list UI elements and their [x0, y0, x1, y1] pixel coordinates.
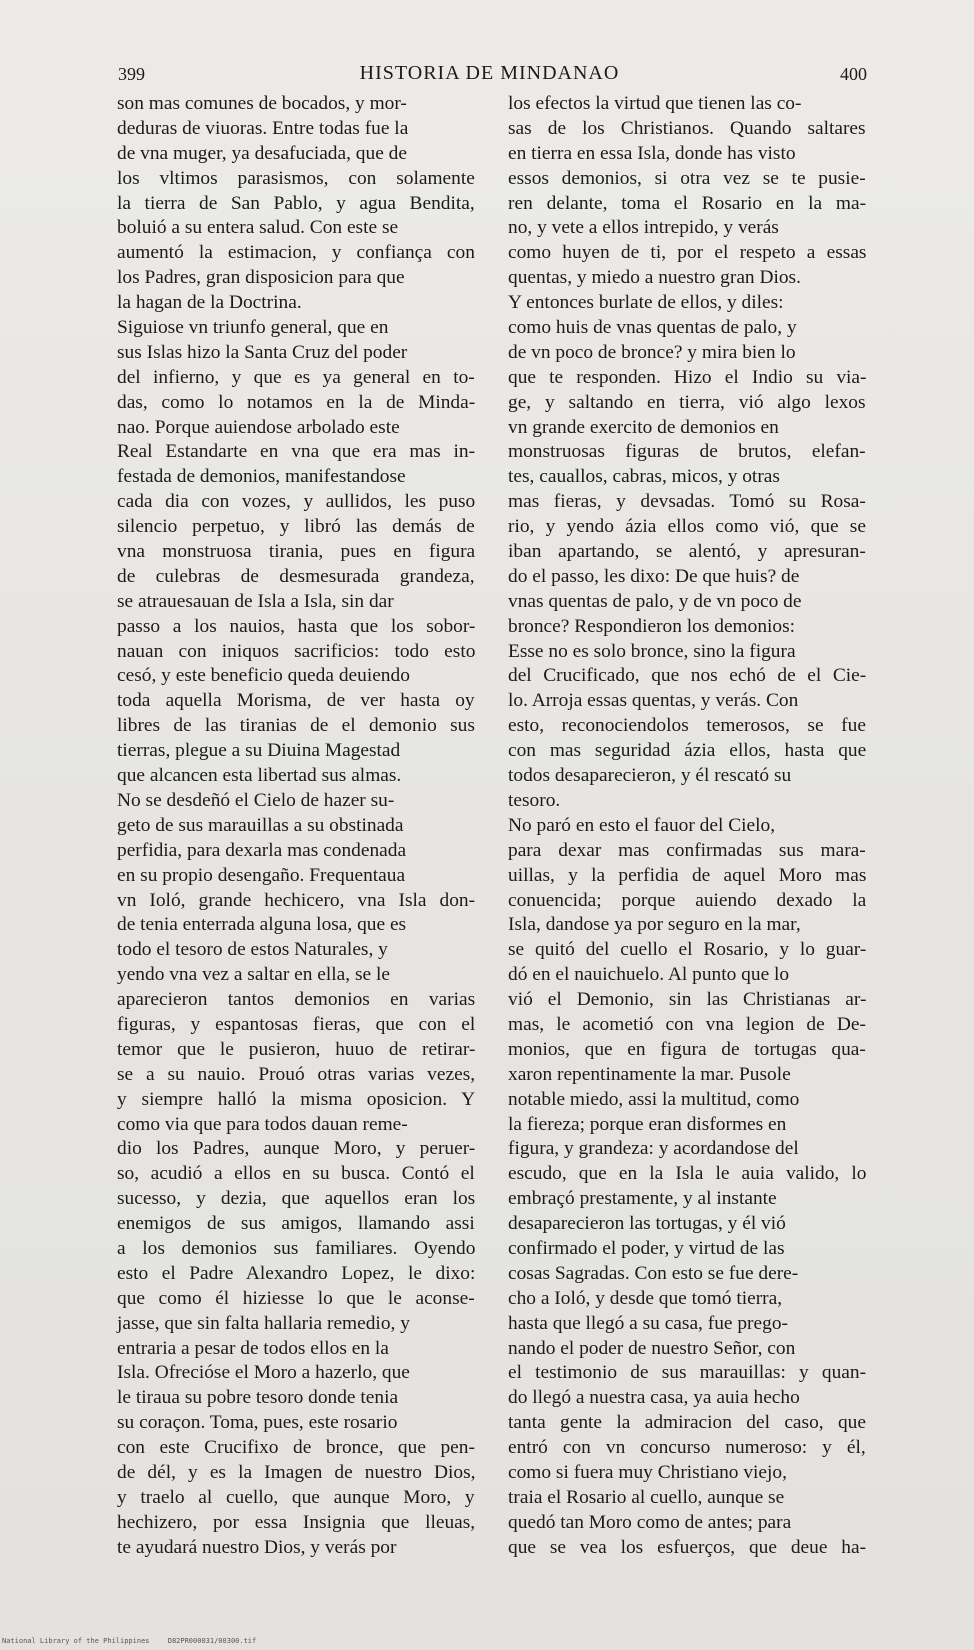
text-line: nando el poder de nuestro Señor, con	[508, 1337, 796, 1359]
text-line: essos demonios, si otra vez se te pusie-	[508, 167, 866, 189]
text-line: mas, le acometió con vna legion de De-	[508, 1013, 866, 1035]
text-line: cho a Ioló, y desde que tomó tierra,	[508, 1287, 783, 1309]
text-line: tierras, plegue a su Diuina Magestad	[117, 740, 401, 762]
text-line: su coraçon. Toma, pues, este rosario	[117, 1412, 398, 1434]
text-line: conuencida; porque auiendo dexado la	[508, 889, 867, 911]
text-line: figura, y grandeza: y acordandose del	[508, 1138, 799, 1160]
text-line: con este Crucifixo de bronce, que pen-	[117, 1437, 475, 1459]
text-line: dó en el nauichuelo. Al punto que lo	[508, 964, 790, 986]
text-line: se a su nauio. Prouó otras varias vezes,	[117, 1063, 476, 1085]
text-line: todos desaparecieron, y él rescató su	[508, 765, 792, 787]
text-line: que se vea los esfuerços, que deue ha-	[508, 1536, 867, 1558]
text-line: silencio perpetuo, y libró las demás de	[117, 516, 475, 538]
text-line: tes, cauallos, cabras, micos, y otras	[508, 466, 780, 488]
running-header	[112, 62, 867, 88]
text-line: aumentó la estimacion, y confiança con	[117, 242, 475, 264]
text-line: que como él hiziesse lo que le aconse-	[117, 1287, 475, 1309]
text-line: Esse no es solo bronce, sino la figura	[508, 640, 796, 662]
page-number-left: 399	[118, 64, 145, 84]
text-line: das, como lo notamos en la de Minda-	[117, 391, 476, 413]
text-line: uillas, y la perfidia de aquel Moro mas	[508, 864, 867, 886]
text-line: y siempre halló la misma oposicion. Y	[117, 1088, 476, 1110]
text-line: Siguiose vn triunfo general, que en	[117, 317, 389, 339]
text-line: nao. Porque auiendose arbolado este	[117, 416, 400, 438]
text-line: so, acudió a ellos en su busca. Contó el	[117, 1163, 475, 1185]
text-line: enemigos de sus amigos, llamando assi	[117, 1213, 475, 1235]
text-line: con mas seguridad ázia ellos, hasta que	[508, 740, 867, 762]
text-line: que alcancen esta libertad sus almas.	[117, 765, 402, 787]
text-line: rio, y yendo ázia ellos como vió, que se	[508, 516, 866, 538]
text-line: esto, reconociendolos temerosos, se fue	[508, 715, 866, 737]
text-line: hechizero, por essa Insignia que lleuas,	[117, 1511, 476, 1533]
text-line: Real Estandarte en vna que era mas in-	[117, 441, 476, 463]
text-line: sus Islas hizo la Santa Cruz del poder	[117, 341, 408, 363]
text-line: do llegó a nuestra casa, ya auia hecho	[508, 1387, 800, 1409]
text-line: a los demonios sus familiares. Oyendo	[117, 1237, 476, 1259]
text-line: traia el Rosario al cuello, aunque se	[508, 1486, 785, 1508]
text-line: yendo vna vez a saltar en ella, se le	[117, 964, 390, 986]
text-line: entraria a pesar de todos ellos en la	[117, 1337, 389, 1359]
text-line: desaparecieron las tortugas, y él vió	[508, 1213, 786, 1235]
text-line: la fiereza; porque eran disformes en	[508, 1113, 787, 1135]
text-line: y traelo al cuello, que aunque Moro, y	[117, 1486, 475, 1508]
text-line: Isla. Ofrecióse el Moro a hazerlo, que	[117, 1362, 410, 1384]
text-line: tesoro.	[508, 789, 561, 811]
text-line: de dél, y es la Imagen de nuestro Dios,	[117, 1461, 476, 1483]
text-line: cada dia con vozes, y aullidos, les puso	[117, 491, 476, 513]
text-line: que te responden. Hizo el Indio su via-	[508, 366, 867, 388]
text-line: esto el Padre Alexandro Lopez, le dixo:	[117, 1262, 476, 1284]
text-line: los efectos la virtud que tienen las co-	[508, 93, 802, 114]
text-line: en su propio desengaño. Frequentaua	[117, 864, 406, 886]
text-line: se atrauesauan de Isla a Isla, sin dar	[117, 590, 394, 612]
text-line: figuras, y espantosas fieras, que con el	[117, 1013, 476, 1035]
text-line: como si fuera muy Christiano viejo,	[508, 1461, 787, 1483]
running-title: HISTORIA DE MINDANAO	[359, 62, 620, 84]
text-line: la hagan de la Doctrina.	[117, 292, 302, 314]
text-line: no, y vete a ellos intrepido, y verás	[508, 217, 779, 239]
text-line: Y entonces burlate de ellos, y diles:	[508, 292, 784, 314]
text-line: para dexar mas confirmadas sus mara-	[508, 839, 866, 861]
text-line: xaron repentinamente la mar. Pusole	[508, 1063, 791, 1085]
text-line: monstruosas figuras de brutos, elefan-	[508, 441, 866, 463]
text-line: como huis de vnas quentas de palo, y	[508, 317, 797, 339]
text-line: nauan con iniquos sacrificios: todo esto	[117, 640, 476, 662]
text-line: bronce? Respondieron los demonios:	[508, 615, 796, 637]
text-line: vió el Demonio, sin las Christianas ar-	[508, 989, 867, 1011]
text-line: sucesso, y dezia, que aquellos eran los	[117, 1188, 476, 1210]
text-line: perfidia, para dexarla mas condenada	[117, 839, 407, 861]
right-text-column	[508, 92, 866, 1561]
text-line: los Padres, gran disposicion para que	[117, 267, 405, 289]
left-text-column	[117, 92, 475, 1561]
text-line: son mas comunes de bocados, y mor-	[117, 93, 407, 114]
text-line: passo a los nauios, hasta que los sobor-	[117, 615, 476, 637]
page-number-right: 400	[840, 64, 867, 84]
text-line: los vltimos parasismos, con solamente	[117, 167, 475, 189]
text-line: quedó tan Moro como de antes; para	[508, 1511, 792, 1533]
text-line: boluió a su entera salud. Con este se	[117, 217, 399, 239]
text-line: aparecieron tantos demonios en varias	[117, 989, 476, 1011]
text-line: embraçó prestamente, y al instante	[508, 1188, 777, 1210]
text-line: ge, y saltando en tierra, vió algo lexos	[508, 391, 866, 413]
text-line: cesó, y este beneficio queda deuiendo	[117, 665, 410, 687]
text-line: libres de las tiranias de el demonio sus	[117, 715, 475, 737]
footer-library: National Library of the Philippines	[2, 1637, 150, 1645]
text-line: de vna muger, ya desafuciada, que de	[117, 142, 407, 164]
text-line: tanta gente la admiracion del caso, que	[508, 1412, 866, 1434]
text-line: escudo, que en la Isla le auia valido, lo	[508, 1163, 867, 1185]
footer-file: D82PR000031/00300.tif	[167, 1637, 257, 1645]
text-line: vnas quentas de palo, y de vn poco de	[508, 590, 802, 612]
text-line: cosas Sagradas. Con esto se fue dere-	[508, 1262, 799, 1284]
text-line: vn grande exercito de demonios en	[508, 416, 779, 438]
text-line: te ayudará nuestro Dios, y verás por	[117, 1536, 397, 1558]
text-line: de tenia enterrada alguna losa, que es	[117, 914, 407, 936]
text-line: hasta que llegó a su casa, fue prego-	[508, 1312, 788, 1334]
text-line: entró con vn concurso numeroso: y él,	[508, 1437, 866, 1459]
text-line: Isla, dandose ya por seguro en la mar,	[508, 914, 801, 936]
text-line: le tiraua su pobre tesoro donde tenia	[117, 1387, 399, 1409]
text-line: se quitó del cuello el Rosario, y lo guar-	[508, 939, 867, 961]
text-line: quentas, y miedo a nuestro gran Dios.	[508, 267, 801, 289]
text-line: del infierno, y que es ya general en to-	[117, 366, 475, 388]
text-line: como huyen de ti, por el respeto a essas	[508, 242, 867, 264]
text-line: No paró en esto el fauor del Cielo,	[508, 814, 776, 836]
text-line: geto de sus marauillas a su obstinada	[117, 814, 404, 836]
text-line: confirmado el poder, y virtud de las	[508, 1237, 785, 1259]
text-line: iban apartando, se alentó, y apresuran-	[508, 541, 866, 563]
text-line: de culebras de desmesurada grandeza,	[117, 565, 475, 587]
text-line: jasse, que sin falta hallaria remedio, y	[117, 1312, 410, 1334]
text-line: el testimonio de sus marauillas: y quan-	[508, 1362, 867, 1384]
text-line: notable miedo, assi la multitud, como	[508, 1088, 800, 1110]
text-line: dio los Padres, aunque Moro, y peruer-	[117, 1138, 476, 1160]
text-line: lo. Arroja essas quentas, y verás. Con	[508, 690, 799, 712]
text-line: monios, que en figura de tortugas qua-	[508, 1038, 866, 1060]
text-line: festada de demonios, manifestandose	[117, 466, 406, 488]
text-line: en tierra en essa Isla, donde has visto	[508, 142, 796, 164]
text-line: la tierra de San Pablo, y agua Bendita,	[117, 192, 475, 214]
text-line: ren delante, toma el Rosario en la ma-	[508, 192, 867, 214]
text-line: vna monstruosa tirania, pues en figura	[117, 541, 476, 563]
text-line: de vn poco de bronce? y mira bien lo	[508, 341, 796, 363]
text-line: toda aquella Morisma, de ver hasta oy	[117, 690, 475, 712]
text-line: vn Ioló, grande hechicero, vna Isla don-	[117, 889, 476, 911]
text-line: sas de los Christianos. Quando saltares	[508, 117, 866, 139]
text-line: del Crucificado, que nos echó de el Cie-	[508, 665, 867, 687]
text-line: No se desdeñó el Cielo de hazer su-	[117, 789, 395, 811]
text-line: como via que para todos dauan reme-	[117, 1113, 408, 1135]
text-line: mas fieras, y devsadas. Tomó su Rosa-	[508, 491, 866, 513]
text-line: deduras de viuoras. Entre todas fue la	[117, 117, 409, 139]
scan-footer	[2, 1637, 270, 1645]
text-line: do el passo, les dixo: De que huis? de	[508, 565, 800, 587]
text-line: temor que le pusieron, huuo de retirar-	[117, 1038, 476, 1060]
text-line: todo el tesoro de estos Naturales, y	[117, 939, 388, 961]
